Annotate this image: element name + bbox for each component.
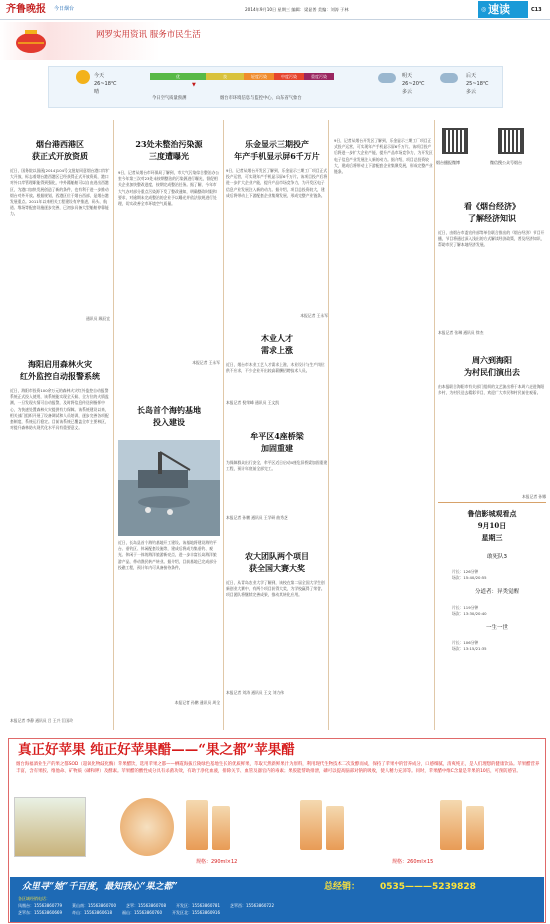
aqi-level: 中度污染 (274, 73, 304, 80)
apple-orchard-photo (14, 797, 86, 857)
film-time: 场次：15:40/20:55 (452, 575, 487, 581)
page-number: C13 (531, 7, 542, 13)
tomorrow-temp: 26~20℃ (402, 81, 425, 87)
cinema-box (438, 508, 546, 544)
product-spec: 规格：260ml×15 (392, 859, 434, 865)
slogan: 网罗实用资讯 服务市民生活 (96, 30, 201, 40)
article-body: 9日，记者从烟台开发区了解到，乐金显示三期工厂项目正式投产运营，可实现年产手机显示屏6千万片。该项目投产后将进一步扩大企业产能，提升产品市场竞争力，为开发区电子信息产业发展注入新的动力。据介绍，项目总投资较大，建成后将带动上下游配套企业集聚发展，形成完整产业链条。 (334, 138, 433, 175)
cinema-name: 鲁信影城观看点 (467, 509, 517, 518)
article-subtitle: 为村民们演出去 (464, 367, 520, 377)
sun-icon (76, 70, 90, 84)
article-body: 9日，记者从烟台开发区了解到，乐金显示三期工厂项目正式投产运营，可实现年产手机显示屏6千万片。该项目投产后将进一步扩大企业产能，提升产品市场竞争力，为开发区电子信息产业发展注入新的动力。据介绍，项目总投资较大，建成后将带动上下游配套企业集聚发展，形成完整产业链条。 (226, 168, 328, 198)
qr-code-icon (442, 128, 468, 154)
article-subtitle: 获全国大赛大奖 (249, 563, 305, 573)
after-temp: 25~18℃ (466, 81, 489, 87)
film-time: 场次：13:15/21:35 (452, 646, 487, 652)
product-box-icon (186, 800, 208, 850)
divider (438, 502, 546, 503)
article-subtitle: 加固重建 (261, 443, 293, 453)
cinema-weekday: 星期三 (481, 533, 503, 542)
article (438, 200, 546, 337)
swirl-icon: ◎ (481, 6, 487, 13)
dealer-phone: 奇山：15563860618 (72, 910, 112, 915)
dealer-row (18, 910, 544, 917)
article-title: 烟台港西港区 (36, 139, 84, 149)
film-time: 片长：126分钟 (452, 569, 479, 575)
section-banner: 速读 (478, 1, 528, 18)
byline: 本报记者 王永军 (300, 313, 328, 318)
film-title: 敢死队3 (487, 554, 507, 560)
tomorrow-label: 明天 (402, 73, 413, 79)
product-box-icon (440, 800, 462, 850)
aqi-scale (150, 73, 334, 80)
product-bottle-icon (466, 806, 484, 850)
byline: 本报记者 孙鹏 通讯员 王学研 曲秀芝 (226, 515, 288, 520)
article-body: 近日，国务院以国函[2014]104号文批复同意烟台港口岸扩大开放，标志着烟台港西港区已经获得正式开放资质，港口对外口岸管理职能得到强化，中外籍船舶可以自由进出西港区，为港口加快发展创造了新的条件，也有利于进一步推动烟台对外开放。根据规划，西港区位于烟台西部，是烟台港发展重点。2011年以来相关工程建设有序推进，码头、航道、堆场等配套设施逐步完善，已初步具备大型船舶停靠能力。 (10, 168, 110, 217)
after-desc: 多云 (466, 89, 477, 95)
cloud-icon (378, 73, 396, 83)
lantern-icon (12, 28, 50, 54)
article-body: 近日，烟台市木业工艺人才需求上涨，木业设计与生产岗位供不应求，不少企业开出较高薪酬招聘技术人员。 (226, 362, 325, 374)
article-body: 9日，记者从烟台市环保局了解到，市大气污染综合整治办公室今年第三次对23处未按期整治的污染源进行曝光，督促相关企业加快整改进度，按期完成整治任务。据了解，今年市大气办对部分重点污染源下发了整改通知，明确整改时限和要求，对逾期未完成整治的企业予以曝光并依法依规进行处理，切实改善全市环境空气质量。 (118, 170, 220, 207)
qr-caption: 烟台播报微博 (436, 160, 460, 165)
aqi-pointer-icon: ▼ (192, 82, 196, 88)
column-divider (328, 120, 329, 730)
aqi-level: 优 (150, 73, 206, 80)
column-divider (434, 120, 435, 730)
article-title: 海阳启用森林火灾 (28, 359, 92, 369)
product-bottle-icon (212, 806, 230, 850)
dealers-label: 各区域经销电话： (18, 896, 50, 901)
section-name: 今日烟台 (54, 6, 75, 12)
article (118, 540, 220, 707)
qr-caption: 微信搜公众号烟台 (490, 160, 522, 165)
dealer-phone: 芝罘西：15563860722 (230, 903, 274, 908)
dealer-phone: 开发区：15563860781 (176, 903, 220, 908)
article (226, 138, 328, 320)
harbor-photo (118, 440, 220, 536)
article-title: 周六到海阳 (472, 355, 512, 365)
today-temp: 26~18℃ (94, 81, 117, 87)
article (438, 354, 546, 501)
article-subtitle: 了解经济知识 (468, 213, 516, 223)
article-body: 由本报联合海阳市有关部门组织的文艺演出将于本周六走进海阳乡村，为村民送去精彩节目，欢迎广大市民和村民前往观看。 (438, 384, 545, 396)
article-body: 近日，从青岛农业大学了解到，该校在第二届全国大学生创新创业大赛中，有两个项目获得大奖，为学校赢得了荣誉。项目团队将继续完善成果，推动其转化应用。 (226, 580, 325, 598)
article (226, 332, 328, 413)
cinema-date: 9月10日 (477, 521, 507, 530)
dealer-phone: 开发区北：15563860916 (172, 910, 220, 915)
article-title: 乐金显示三期投产 (245, 139, 309, 149)
byline: 本报记者 李静 通讯员 吕 王兴 江国玲 (10, 718, 73, 723)
dealer-row (18, 903, 544, 910)
article-subtitle: 红外监控自动报警系统 (20, 371, 100, 381)
ad-title: 真正好苹果 纯正好苹果醋——“果之都”苹果醋 (18, 742, 295, 758)
byline: 通讯员 顾辰宜 (86, 316, 110, 321)
film-listing (452, 554, 542, 652)
film-title: 分道者：异类觉醒 (474, 589, 519, 596)
byline: 本报记者 倪荣峰 通讯员 王文凯 (226, 400, 279, 405)
article-body: 近日，长岛县首个海钓基地开工建设。该基地将建设海钓平台、垂钓区、休闲配套设施等，建成后将成为集垂钓、观光、休闲于一体的海洋旅游新亮点，进一步丰富长岛海洋旅游产品，带动渔民转产转业。据介绍，目前基地已完成部分投礁工程，预计年内可具备接待条件。 (118, 540, 217, 570)
masthead-logo: 齐鲁晚报 (6, 4, 46, 15)
product-box-icon (300, 800, 322, 850)
dealer-phone: 凤凰台：15563860779 (18, 903, 62, 908)
ad-text: 烟台海福酒业生产的果之都SOD（超氧化物歧化酶）苹果醋饮，选用苹果之都——栖霞海拔丘陵绿色基地生长的优质鲜果，萃取天然新鲜果汁为原料，利用现代生物技术二次发酵而成，保持了苹果中的营养成分，口感细腻，清爽纯正，是人们理想的健康饮品。苹果醋营养丰富，含有果胶、维他命、矿物质（磷和钾）及酵素。苹果醋的酸性成分具有杀菌功效，有助于净化血液，排除关节、血管及器官内的毒素；果胶能帮助排泄，磷可以提高脑部对钠的吸收，使人精力充沛等。同时，苹果醋中维C含量是苹果的10倍，可预防感冒。 (16, 762, 540, 774)
article-title: 23处未整治污染源 (135, 139, 203, 149)
dateline: 2014年9月10日 星期三 编辑：梁显普 美编：刘涛 于林 (245, 7, 349, 12)
article-subtitle: 投入建设 (153, 417, 185, 427)
article (118, 138, 220, 367)
aqi-level: 轻度污染 (244, 73, 274, 80)
product-bottle-icon (326, 806, 344, 850)
aqi-label: 今日空气质量预测 (152, 96, 187, 101)
cloud-icon (440, 73, 458, 83)
qr-code-icon (498, 128, 524, 154)
hotline-number: 0535———5239828 (380, 882, 476, 892)
film-time: 片长：106分钟 (452, 640, 479, 646)
article (226, 550, 328, 703)
film-title: 一生一世 (485, 624, 508, 631)
article-subtitle: 需求上涨 (261, 345, 293, 355)
article-body: 近日，由烟台市委宣传部等单位联合推出的《烟台经济》节目开播，节目将通过深入浅出的方式解读经济政策，普及经济知识，帮助市民了解本地经济发展。 (438, 230, 545, 248)
article-subtitle: 三度遭曝光 (149, 151, 189, 161)
dealer-phone: 芝罘东：15563860669 (18, 910, 62, 915)
article-title: 长岛首个海钓基地 (137, 405, 201, 415)
byline: 本报记者 刘涛 通讯员 王文 刘力伟 (226, 690, 284, 695)
film-time: 场次：13:30/20:40 (452, 610, 487, 616)
byline: 本报记者 孙鹏 通讯员 周全 (174, 700, 220, 705)
dealer-phone: 莱山南：15563860700 (72, 903, 116, 908)
article (10, 358, 110, 731)
weather-source: 烟台市环境信息与监控中心、山东省气象台 (220, 96, 302, 101)
aqi-level: 重度污染 (304, 73, 334, 80)
today-label: 今天 (94, 73, 105, 79)
article (226, 430, 328, 528)
brand-logo-icon (120, 798, 174, 856)
article-body: 近日，海阳市投资100余万元的森林火灾红外监控自动报警系统正式投入使用，该系统能实现全天候、全方位的火情监测，一旦发现火情可自动报警，及时将信息传送到指挥中心，为快速处置森林火灾提供有力保障。该系统建设以来，相关部门组织开展了设备调试和人员培训，逐步完善各项配套制度，系统运行稳定。目前该系统已覆盖全市主要林区，对提升森林防火现代化水平具有重要意义。 (10, 388, 109, 431)
byline: 本报记者 孙娜 (522, 494, 546, 499)
article-subtitle: 获正式开放资质 (32, 151, 88, 161)
article-subtitle: 年产手机显示屏6千万片 (234, 151, 320, 161)
film-time: 片长：119分钟 (452, 604, 479, 610)
byline: 本报记者 王永军 (192, 360, 220, 365)
aqi-level: 良 (206, 73, 244, 80)
article-body: 为保障群众出行安全，牟平区近日启动4座危旧桥梁加固重建工程，预计年底前全部完工。 (226, 460, 328, 472)
article-title: 看《烟台经济》 (464, 201, 520, 211)
article-title: 农大团队两个项目 (245, 551, 309, 561)
today-desc: 晴 (94, 89, 100, 95)
product-spec: 规格：290ml×12 (196, 859, 238, 865)
article (334, 138, 434, 278)
dealer-phone: 福山：15563860760 (122, 910, 162, 915)
hotline-label: 总经销： (324, 882, 361, 892)
column-divider (113, 120, 114, 730)
dealer-phone: 芝罘：15563860708 (126, 903, 166, 908)
byline: 本报记者 张琳 通讯员 徐杰 (438, 330, 484, 335)
tomorrow-desc: 多云 (402, 89, 413, 95)
article (10, 138, 110, 323)
article-title: 木业人才 (261, 333, 293, 343)
article-title: 牟平区4座桥梁 (250, 431, 304, 441)
ad-tagline: 众里寻“她”千百度，最知我心“果之都” (22, 882, 178, 892)
after-label: 后天 (466, 73, 477, 79)
